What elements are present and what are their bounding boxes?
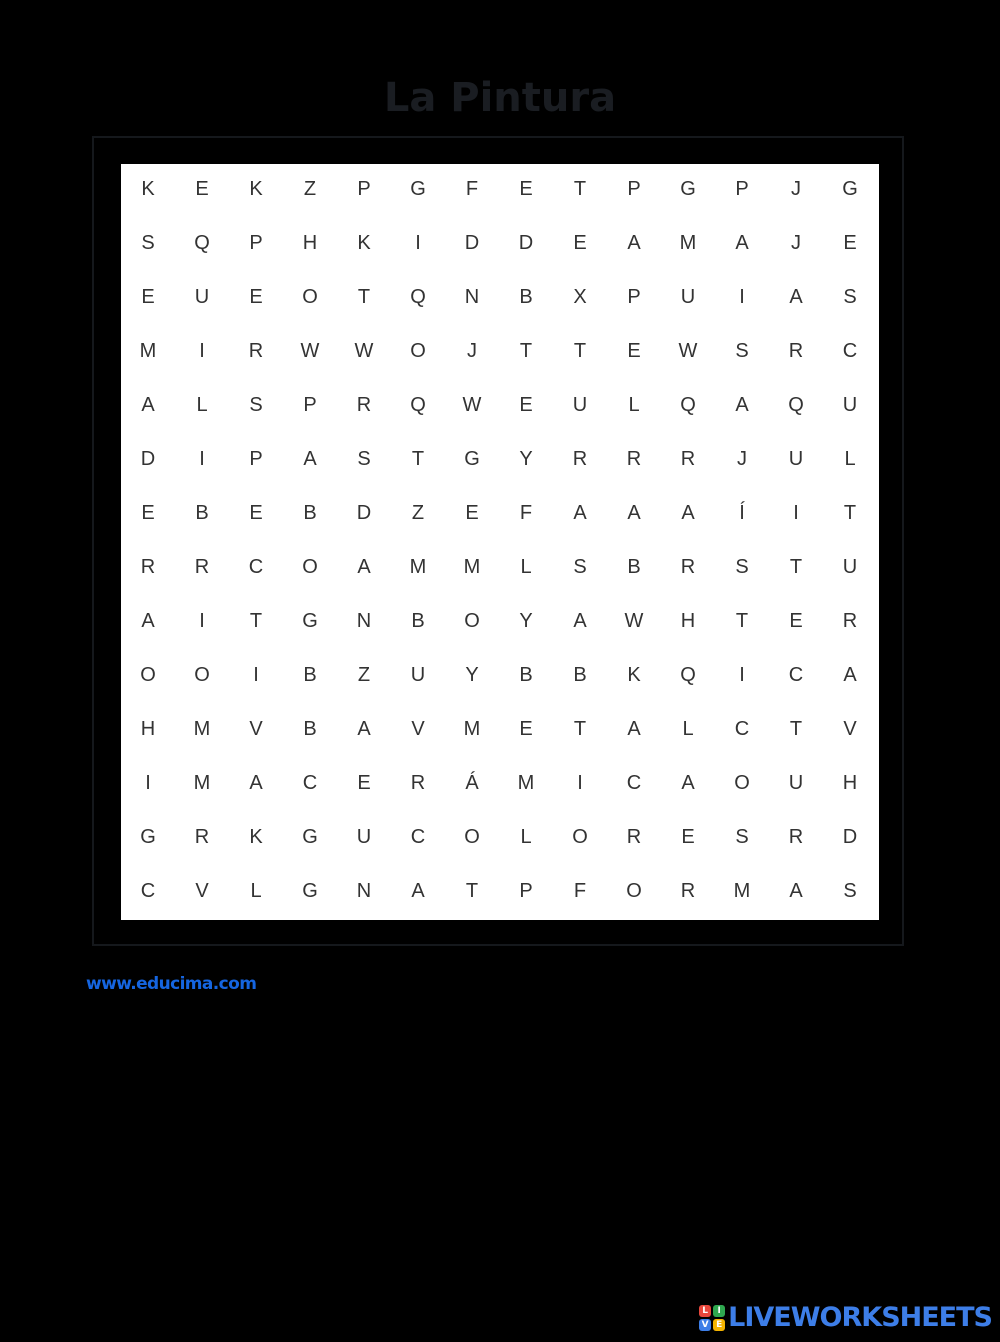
grid-cell[interactable]: R [410, 772, 426, 794]
grid-cell[interactable]: I [793, 502, 799, 524]
grid-cell[interactable]: U [842, 394, 858, 416]
grid-cell[interactable]: O [410, 340, 426, 362]
grid-cell[interactable]: L [520, 826, 532, 848]
grid-cell[interactable]: R [788, 826, 804, 848]
grid-cell[interactable]: O [464, 610, 480, 632]
grid-cell[interactable]: C [626, 772, 642, 794]
grid-cell[interactable]: P [357, 178, 371, 200]
grid-cell[interactable]: Z [303, 178, 317, 200]
grid-cell[interactable]: M [193, 718, 211, 740]
grid-row [121, 434, 879, 488]
grid-cell[interactable]: P [249, 232, 263, 254]
grid-cell[interactable]: L [628, 394, 640, 416]
grid-cell[interactable]: G [302, 610, 318, 632]
grid-cell[interactable]: E [465, 502, 479, 524]
grid-cell[interactable]: U [572, 394, 588, 416]
grid-cell[interactable]: J [467, 340, 477, 362]
grid-cell[interactable]: R [626, 448, 642, 470]
grid-cell[interactable]: G [302, 880, 318, 902]
grid-cell[interactable]: B [519, 664, 533, 686]
grid-row [121, 650, 879, 704]
grid-cell[interactable]: E [789, 610, 803, 632]
grid-cell[interactable]: P [249, 448, 263, 470]
grid-cell[interactable]: E [357, 772, 371, 794]
grid-cell[interactable]: P [627, 178, 641, 200]
grid-cell[interactable]: A [357, 556, 371, 578]
grid-cell[interactable]: K [627, 664, 641, 686]
grid-cell[interactable]: S [357, 448, 371, 470]
grid-cell[interactable]: G [464, 448, 480, 470]
grid-cell[interactable]: R [680, 556, 696, 578]
grid-cell[interactable]: N [356, 610, 372, 632]
grid-cell[interactable]: T [411, 448, 425, 470]
word-search-panel [121, 164, 879, 920]
grid-cell[interactable]: D [464, 232, 480, 254]
grid-cell[interactable]: E [519, 178, 533, 200]
grid-cell[interactable]: A [141, 610, 155, 632]
grid-cell[interactable]: J [791, 232, 801, 254]
grid-cell[interactable]: I [415, 232, 421, 254]
grid-cell[interactable]: M [193, 772, 211, 794]
grid-cell[interactable]: I [199, 448, 205, 470]
grid-cell[interactable]: Q [410, 286, 426, 308]
grid-cell[interactable]: V [195, 880, 209, 902]
grid-cell[interactable]: B [411, 610, 425, 632]
grid-cell[interactable]: O [140, 664, 156, 686]
grid-cell[interactable]: V [411, 718, 425, 740]
grid-cell[interactable]: I [199, 610, 205, 632]
grid-cell[interactable]: R [194, 826, 210, 848]
grid-cell[interactable]: M [733, 880, 751, 902]
grid-cell[interactable]: A [573, 502, 587, 524]
grid-cell[interactable]: B [195, 502, 209, 524]
grid-row [121, 326, 879, 380]
grid-cell[interactable]: X [573, 286, 587, 308]
grid-cell[interactable]: V [249, 718, 263, 740]
grid-cell[interactable]: T [573, 340, 587, 362]
grid-cell[interactable]: I [199, 340, 205, 362]
grid-cell[interactable]: C [734, 718, 750, 740]
grid-cell[interactable]: I [739, 286, 745, 308]
grid-cell[interactable]: A [627, 502, 641, 524]
grid-cell[interactable]: R [194, 556, 210, 578]
grid-cell[interactable]: B [519, 286, 533, 308]
grid-cell[interactable]: C [248, 556, 264, 578]
grid-cell[interactable]: F [573, 880, 587, 902]
grid-cell[interactable]: M [517, 772, 535, 794]
grid-cell[interactable]: A [681, 772, 695, 794]
grid-row [121, 380, 879, 434]
grid-cell[interactable]: I [253, 664, 259, 686]
grid-cell[interactable]: A [627, 232, 641, 254]
grid-cell[interactable]: C [140, 880, 156, 902]
grid-cell[interactable]: F [465, 178, 479, 200]
grid-cell[interactable]: I [145, 772, 151, 794]
brand-footer[interactable] [699, 1302, 992, 1334]
grid-cell[interactable]: W [678, 340, 698, 362]
grid-cell[interactable]: Y [519, 610, 533, 632]
grid-cell[interactable]: U [788, 448, 804, 470]
logo-letter-e: E [713, 1319, 725, 1331]
grid-cell[interactable]: T [465, 880, 479, 902]
grid-cell[interactable]: E [573, 232, 587, 254]
grid-row [121, 812, 879, 866]
grid-cell[interactable]: G [410, 178, 426, 200]
grid-cell[interactable]: E [141, 502, 155, 524]
grid-cell[interactable]: K [141, 178, 155, 200]
grid-cell[interactable]: T [843, 502, 857, 524]
grid-cell[interactable]: S [735, 340, 749, 362]
grid-cell[interactable]: U [194, 286, 210, 308]
grid-cell[interactable]: R [842, 610, 858, 632]
grid-row [121, 596, 879, 650]
grid-cell[interactable]: A [789, 880, 803, 902]
grid-cell[interactable]: G [842, 178, 858, 200]
grid-cell[interactable]: B [303, 718, 317, 740]
grid-cell[interactable]: G [302, 826, 318, 848]
grid-cell[interactable]: A [627, 718, 641, 740]
grid-cell[interactable]: A [735, 394, 749, 416]
grid-cell[interactable]: E [627, 340, 641, 362]
grid-cell[interactable]: Í [739, 502, 745, 524]
grid-cell[interactable]: S [843, 880, 857, 902]
grid-cell[interactable]: N [356, 880, 372, 902]
logo-letter-v: V [699, 1319, 711, 1331]
grid-cell[interactable]: V [843, 718, 857, 740]
logo-letter-l: L [699, 1305, 711, 1317]
grid-cell[interactable]: L [844, 448, 856, 470]
grid-cell[interactable]: T [735, 610, 749, 632]
grid-cell[interactable]: L [520, 556, 532, 578]
grid-cell[interactable]: R [680, 880, 696, 902]
grid-cell[interactable]: L [250, 880, 262, 902]
grid-cell[interactable]: B [573, 664, 587, 686]
grid-cell[interactable]: W [624, 610, 644, 632]
grid-cell[interactable]: C [788, 664, 804, 686]
grid-cell[interactable]: T [357, 286, 371, 308]
grid-cell[interactable]: M [463, 556, 481, 578]
grid-cell[interactable]: H [680, 610, 696, 632]
grid-row [121, 218, 879, 272]
grid-cell[interactable]: E [843, 232, 857, 254]
grid-cell[interactable]: C [302, 772, 318, 794]
grid-cell[interactable]: A [411, 880, 425, 902]
grid-cell[interactable]: O [626, 880, 642, 902]
grid-cell[interactable]: Z [357, 664, 371, 686]
grid-cell[interactable]: A [843, 664, 857, 686]
grid-cell[interactable]: Q [680, 664, 696, 686]
grid-row [121, 164, 879, 218]
grid-cell[interactable]: B [303, 664, 317, 686]
grid-cell[interactable]: O [194, 664, 210, 686]
grid-cell[interactable]: Q [788, 394, 804, 416]
grid-cell[interactable]: H [842, 772, 858, 794]
grid-cell[interactable]: D [518, 232, 534, 254]
grid-row [121, 704, 879, 758]
grid-cell[interactable]: J [737, 448, 747, 470]
grid-cell[interactable]: O [464, 826, 480, 848]
grid-cell[interactable]: D [140, 448, 156, 470]
grid-cell[interactable]: T [573, 178, 587, 200]
source-link[interactable]: www.educima.com [86, 974, 257, 994]
grid-cell[interactable]: E [195, 178, 209, 200]
grid-cell[interactable]: U [410, 664, 426, 686]
grid-cell[interactable]: M [463, 718, 481, 740]
grid-cell[interactable]: N [464, 286, 480, 308]
page-title: La Pintura [383, 75, 617, 121]
grid-cell[interactable]: W [300, 340, 320, 362]
grid-cell[interactable]: E [681, 826, 695, 848]
grid-cell[interactable]: C [842, 340, 858, 362]
grid-cell[interactable]: A [141, 394, 155, 416]
grid-cell[interactable]: E [141, 286, 155, 308]
grid-row [121, 866, 879, 920]
grid-cell[interactable]: S [249, 394, 263, 416]
grid-cell[interactable]: R [248, 340, 264, 362]
grid-cell[interactable]: R [626, 826, 642, 848]
grid-cell[interactable]: U [356, 826, 372, 848]
grid-cell[interactable]: J [791, 178, 801, 200]
grid-cell[interactable]: F [519, 502, 533, 524]
grid-cell[interactable]: K [249, 826, 263, 848]
grid-row [121, 542, 879, 596]
grid-cell[interactable]: U [788, 772, 804, 794]
grid-cell[interactable]: A [303, 448, 317, 470]
grid-cell[interactable]: Á [465, 772, 479, 794]
grid-cell[interactable]: L [196, 394, 208, 416]
grid-cell[interactable]: T [789, 556, 803, 578]
grid-cell[interactable]: I [577, 772, 583, 794]
grid-cell[interactable]: E [519, 718, 533, 740]
grid-row [121, 272, 879, 326]
grid-cell[interactable]: A [789, 286, 803, 308]
grid-cell[interactable]: R [788, 340, 804, 362]
grid-cell[interactable]: U [680, 286, 696, 308]
grid-cell[interactable]: L [682, 718, 694, 740]
grid-cell[interactable]: I [739, 664, 745, 686]
grid-cell[interactable]: K [249, 178, 263, 200]
grid-cell[interactable]: D [356, 502, 372, 524]
grid-cell[interactable]: S [573, 556, 587, 578]
grid-cell[interactable]: H [302, 232, 318, 254]
grid-cell[interactable]: Y [519, 448, 533, 470]
grid-cell[interactable]: A [735, 232, 749, 254]
grid-cell[interactable]: S [735, 826, 749, 848]
liveworksheets-logo-icon [699, 1305, 725, 1331]
grid-cell[interactable]: Q [680, 394, 696, 416]
grid-cell[interactable]: P [735, 178, 749, 200]
grid-cell[interactable]: T [789, 718, 803, 740]
brand-name: LIVEWORKSHEETS [728, 1302, 992, 1333]
grid-cell[interactable]: O [302, 556, 318, 578]
grid-cell[interactable]: T [249, 610, 263, 632]
grid-cell[interactable]: Z [411, 502, 425, 524]
grid-cell[interactable]: M [679, 232, 697, 254]
grid-cell[interactable]: P [519, 880, 533, 902]
grid-cell[interactable]: A [249, 772, 263, 794]
grid-cell[interactable]: E [249, 502, 263, 524]
grid-cell[interactable]: T [519, 340, 533, 362]
grid-cell[interactable]: E [519, 394, 533, 416]
grid-cell[interactable]: M [139, 340, 157, 362]
grid-cell[interactable]: A [357, 718, 371, 740]
grid-cell[interactable]: S [141, 232, 155, 254]
grid-row [121, 758, 879, 812]
grid-cell[interactable]: A [681, 502, 695, 524]
grid-cell[interactable]: P [627, 286, 641, 308]
grid-row [121, 488, 879, 542]
grid-cell[interactable]: B [303, 502, 317, 524]
grid-cell[interactable]: T [573, 718, 587, 740]
word-search-grid [121, 164, 879, 920]
grid-cell[interactable]: P [303, 394, 317, 416]
grid-cell[interactable]: G [680, 178, 696, 200]
grid-cell[interactable]: O [302, 286, 318, 308]
grid-cell[interactable]: W [354, 340, 374, 362]
grid-cell[interactable]: R [140, 556, 156, 578]
grid-cell[interactable]: K [357, 232, 371, 254]
grid-cell[interactable]: O [734, 772, 750, 794]
grid-cell[interactable]: S [843, 286, 857, 308]
grid-cell[interactable]: G [140, 826, 156, 848]
grid-cell[interactable]: M [409, 556, 427, 578]
grid-cell[interactable]: R [572, 448, 588, 470]
grid-cell[interactable]: S [735, 556, 749, 578]
grid-cell[interactable]: U [842, 556, 858, 578]
logo-letter-i: I [713, 1305, 725, 1317]
grid-cell[interactable]: B [627, 556, 641, 578]
grid-cell[interactable]: D [842, 826, 858, 848]
grid-cell[interactable]: Q [194, 232, 210, 254]
grid-cell[interactable]: Q [410, 394, 426, 416]
grid-cell[interactable]: R [680, 448, 696, 470]
grid-cell[interactable]: E [249, 286, 263, 308]
grid-cell[interactable]: A [573, 610, 587, 632]
grid-cell[interactable]: R [356, 394, 372, 416]
grid-cell[interactable]: H [140, 718, 156, 740]
grid-cell[interactable]: Y [465, 664, 479, 686]
grid-cell[interactable]: O [572, 826, 588, 848]
grid-cell[interactable]: C [410, 826, 426, 848]
grid-cell[interactable]: W [462, 394, 482, 416]
